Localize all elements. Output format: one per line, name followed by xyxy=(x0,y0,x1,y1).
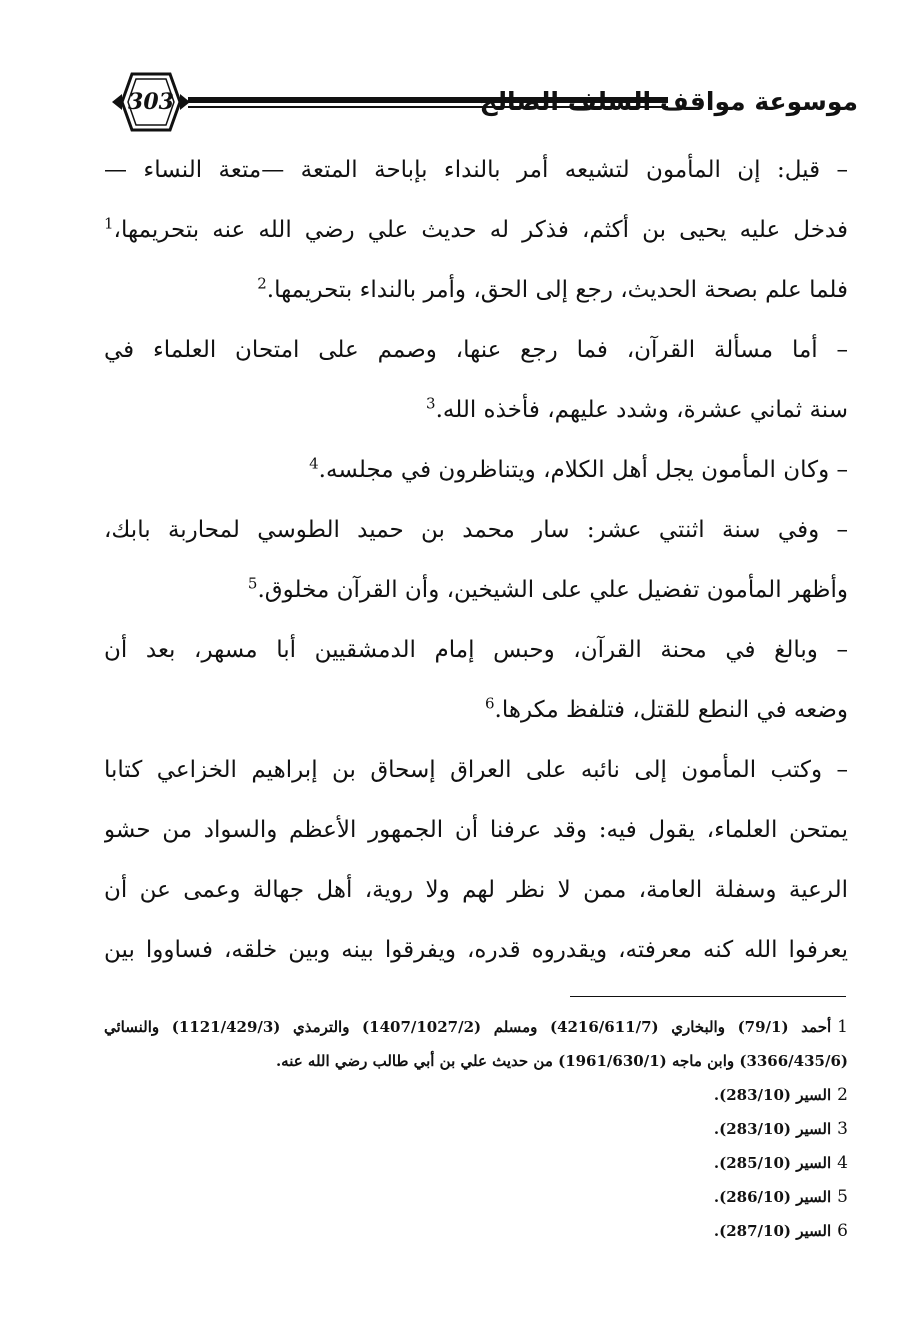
footnote-text: (3366/435/6) وابن ماجه (1961/630/1) من حديث علي بن أبي طالب رضي الله عنه. xyxy=(275,1052,848,1070)
footnotes xyxy=(104,1010,848,1248)
footnote-separator xyxy=(570,996,846,997)
text-line xyxy=(104,620,848,680)
footnote-text: أحمد (79/1) والبخاري (4216/611/7) ومسلم (1407/1027/2) والترمذي (1121/429/3) والنسائي xyxy=(104,1018,832,1036)
text-line xyxy=(104,380,848,440)
footnote-marker: 4 xyxy=(309,454,319,473)
text-line xyxy=(104,260,848,320)
text-line xyxy=(104,200,848,260)
text-line xyxy=(104,680,848,740)
text-line-content: الرعية وسفلة العامة، ممن لا نظر لهم ولا روية، أهل جهالة وعمى عن أن xyxy=(104,877,848,903)
text-line-content: وأظهر المأمون تفضيل علي على الشيخين، وأن القرآن مخلوق. xyxy=(257,577,848,603)
text-line xyxy=(104,560,848,620)
footnote-number: 5 xyxy=(837,1187,848,1207)
footnote-item xyxy=(104,1044,848,1078)
text-line-content: يمتحن العلماء، يقول فيه: وقد عرفنا أن الجمهور الأعظم والسواد من حشو xyxy=(104,817,848,843)
text-line xyxy=(104,860,848,920)
text-line xyxy=(104,320,848,380)
text-line-content: – وكتب المأمون إلى نائبه على العراق إسحاق بن إبراهيم الخزاعي كتابا xyxy=(104,757,848,783)
text-line xyxy=(104,500,848,560)
text-line-content: – أما مسألة القرآن، فما رجع عنها، وصمم على امتحان العلماء في xyxy=(104,337,848,363)
text-line-content: وضعه في النطع للقتل، فتلفظ مكرها. xyxy=(494,697,848,723)
footnote-text: السير (286/10). xyxy=(713,1188,832,1206)
footnote-number: 4 xyxy=(837,1153,848,1173)
text-line-content: يعرفوا الله كنه معرفته، ويقدروه قدره، ويفرقوا بينه وبين خلقه، فساووا بين xyxy=(104,937,848,963)
text-line-content: – وبالغ في محنة القرآن، وحبس إمام الدمشقيين أبا مسهر، بعد أن xyxy=(104,637,848,663)
footnote-text: السير (283/10). xyxy=(713,1120,832,1138)
footnote-item xyxy=(104,1078,848,1112)
main-text xyxy=(104,140,848,980)
page-header xyxy=(108,70,858,134)
footnote-marker: 5 xyxy=(247,574,258,593)
text-line xyxy=(104,800,848,860)
text-line-content: – وفي سنة اثنتي عشر: سار محمد بن حميد الطوسي لمحاربة بابك، xyxy=(104,517,848,543)
text-line xyxy=(104,440,848,500)
text-line-content: – وكان المأمون يجل أهل الكلام، ويتناظرون في مجلسه. xyxy=(318,457,848,483)
footnote-text: السير (285/10). xyxy=(713,1154,832,1172)
footnote-marker: 2 xyxy=(257,274,267,293)
text-line-content: فدخل عليه يحيى بن أكثم، فذكر له حديث علي رضي الله عنه بتحريمها، xyxy=(113,217,848,243)
footnote-item xyxy=(104,1112,848,1146)
footnote-number: 1 xyxy=(837,1017,848,1037)
footnote-number: 6 xyxy=(837,1221,848,1241)
text-line xyxy=(104,740,848,800)
text-line xyxy=(104,920,848,980)
footnote-number: 2 xyxy=(837,1085,848,1105)
footnote-item xyxy=(104,1214,848,1248)
text-line-content: – قيل: إن المأمون لتشيعه أمر بالنداء بإباحة المتعة —متعة النساء — xyxy=(104,157,848,183)
footnote-marker: 6 xyxy=(485,694,495,713)
footnote-marker: 3 xyxy=(426,394,436,413)
footnote-item xyxy=(104,1180,848,1214)
footnote-item xyxy=(104,1146,848,1180)
footnote-text: السير (287/10). xyxy=(713,1222,832,1240)
footnote-text: السير (283/10). xyxy=(713,1086,832,1104)
footnote-number: 3 xyxy=(837,1119,848,1139)
text-line-content: فلما علم بصحة الحديث، رجع إلى الحق، وأمر بالنداء بتحريمها. xyxy=(266,277,848,303)
page-number: 303 xyxy=(128,89,174,115)
text-line xyxy=(104,140,848,200)
footnote-item xyxy=(104,1010,848,1044)
page-number-badge xyxy=(108,70,194,134)
book-title: موسوعة مواقف السلف الصالح xyxy=(479,87,858,116)
text-line-content: سنة ثماني عشرة، وشدد عليهم، فأخذه الله. xyxy=(435,397,848,423)
footnote-marker: 1 xyxy=(104,214,114,233)
